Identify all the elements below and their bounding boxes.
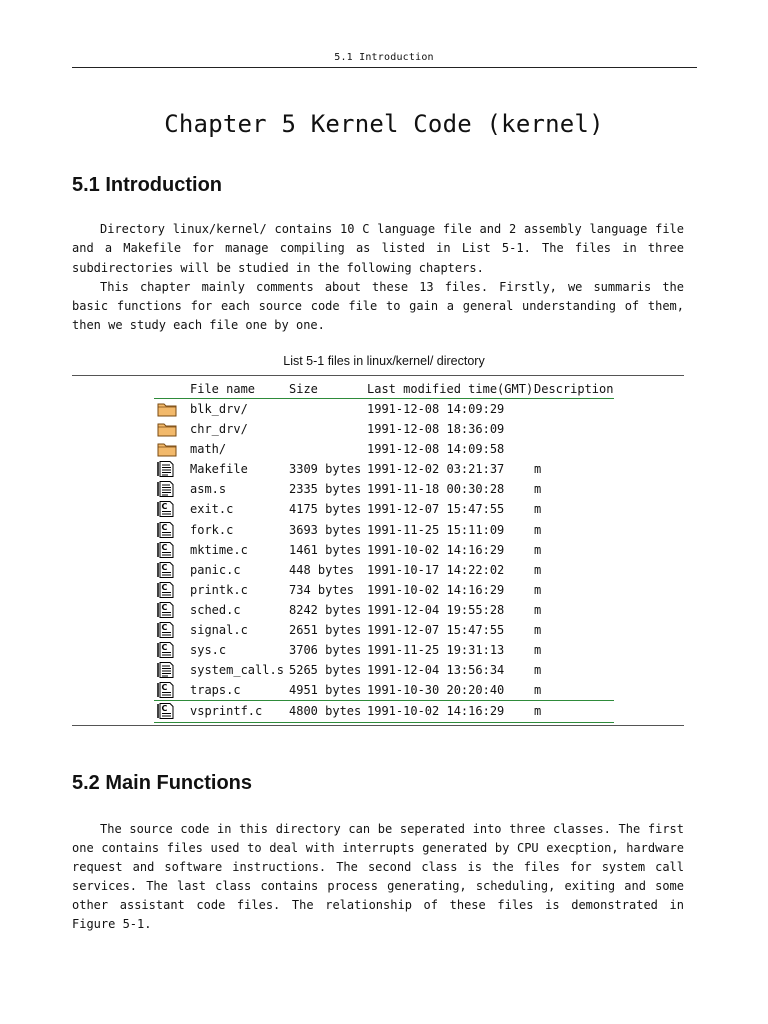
file-description: m — [534, 562, 542, 577]
file-modified-time: 1991-10-02 14:16:29 — [367, 582, 505, 597]
file-size: 4175 bytes — [289, 502, 362, 517]
table-row — [154, 479, 614, 499]
file-name: asm.s — [190, 482, 227, 497]
table-row — [154, 439, 614, 459]
file-name: signal.c — [190, 623, 248, 638]
table-row — [154, 700, 614, 722]
file-description: m — [534, 502, 542, 517]
table-row — [154, 399, 614, 419]
paragraph: The source code in this directory can be seperated into three classes. The first one contains files used to deal with interrupts generated by CPU execption, hardware request and software instructions. The second class is the files for system call services. The last class contains process generating, scheduling, exiting and some other assistant code files. The relationship of these files is demonstrated in Figure 5-1. — [72, 822, 684, 931]
file-name: mktime.c — [190, 542, 248, 557]
table-row — [154, 660, 614, 680]
file-name: traps.c — [190, 683, 241, 698]
paragraph: Directory linux/kernel/ contains 10 C language file and 2 assembly language file and a Makefile for manage compiling as listed in List 5-1. The files in three subdirectories will be studied in the following chapters. — [72, 222, 684, 275]
file-name: blk_drv/ — [190, 402, 248, 416]
svg-text:C: C — [161, 522, 168, 532]
c-file-icon — [157, 642, 177, 658]
file-name: exit.c — [190, 502, 234, 517]
column-header-name: File name — [190, 382, 256, 396]
table-row — [154, 540, 614, 560]
svg-text:C: C — [161, 582, 168, 592]
table-row — [154, 499, 614, 519]
file-size: 4951 bytes — [289, 683, 362, 698]
table-row — [154, 560, 614, 580]
file-name: printk.c — [190, 582, 248, 597]
table-row — [154, 680, 614, 700]
table-row — [154, 459, 614, 479]
svg-text:C: C — [161, 704, 168, 714]
file-modified-time: 1991-12-04 19:55:28 — [367, 602, 505, 617]
file-size: 2651 bytes — [289, 623, 362, 638]
folder-icon — [157, 401, 177, 417]
file-name: system_call.s — [190, 663, 284, 678]
table-row — [154, 520, 614, 540]
c-file-icon — [157, 501, 177, 517]
main-functions-body — [72, 820, 684, 934]
c-file-icon — [157, 542, 177, 558]
file-description: m — [534, 683, 542, 698]
table-row — [154, 419, 614, 439]
running-header: 5.1 Introduction — [334, 52, 434, 63]
column-header-time: Last modified time(GMT) — [367, 382, 534, 396]
column-header-size: Size — [289, 382, 318, 396]
paragraph: This chapter mainly comments about these 13 files. Firstly, we summaris the basic functions for each source code file to gain a general understanding of them, then we study each file one by one. — [72, 279, 684, 333]
file-modified-time: 1991-12-08 18:36:09 — [367, 422, 505, 437]
file-name: Makefile — [190, 462, 248, 477]
text-file-icon — [157, 461, 177, 477]
file-modified-time: 1991-12-07 15:47:55 — [367, 502, 505, 517]
svg-text:C: C — [161, 502, 168, 512]
file-modified-time: 1991-10-02 14:16:29 — [367, 542, 505, 557]
text-file-icon — [157, 662, 177, 678]
file-description: m — [534, 602, 542, 617]
file-modified-time: 1991-12-08 14:09:58 — [367, 442, 505, 457]
file-size: 4800 bytes — [289, 704, 362, 719]
file-name: sched.c — [190, 602, 241, 617]
file-description: m — [534, 462, 542, 477]
file-size: 734 bytes — [289, 582, 355, 597]
file-description: m — [534, 623, 542, 638]
file-size: 3309 bytes — [289, 462, 362, 477]
file-description: m — [534, 704, 542, 719]
file-name: math/ — [190, 442, 227, 457]
file-modified-time: 1991-10-17 14:22:02 — [367, 562, 505, 577]
svg-text:C: C — [161, 683, 168, 693]
folder-icon — [157, 421, 177, 437]
file-size: 1461 bytes — [289, 542, 362, 557]
file-size: 3706 bytes — [289, 643, 362, 658]
folder-icon — [157, 441, 177, 457]
file-name: fork.c — [190, 522, 234, 537]
c-file-icon — [157, 622, 177, 638]
file-size: 3693 bytes — [289, 522, 362, 537]
table-row — [154, 600, 614, 620]
svg-text:C: C — [161, 602, 168, 612]
list-caption: List 5-1 files in linux/kernel/ directory — [283, 354, 485, 368]
file-modified-time: 1991-10-30 20:20:40 — [367, 683, 505, 698]
introduction-body — [72, 220, 684, 336]
c-file-icon — [157, 682, 177, 698]
svg-text:C: C — [161, 643, 168, 653]
file-size: 5265 bytes — [289, 663, 362, 678]
section-heading-introduction: 5.1 Introduction — [72, 174, 222, 196]
section-heading-main-functions: 5.2 Main Functions — [72, 772, 253, 794]
file-description: m — [534, 643, 542, 658]
file-listing — [154, 380, 614, 723]
chapter-title: Chapter 5 Kernel Code (kernel) — [164, 110, 604, 138]
c-file-icon — [157, 602, 177, 618]
header-rule — [72, 67, 697, 68]
c-file-icon — [157, 562, 177, 578]
table-bottom-rule — [72, 725, 684, 726]
file-name: chr_drv/ — [190, 422, 248, 437]
c-file-icon — [157, 582, 177, 598]
file-modified-time: 1991-12-02 03:21:37 — [367, 462, 505, 477]
table-row — [154, 620, 614, 640]
table-row — [154, 580, 614, 600]
listing-header-row — [154, 380, 614, 399]
c-file-icon — [157, 522, 177, 538]
file-modified-time: 1991-11-18 00:30:28 — [367, 482, 505, 497]
table-top-rule — [72, 375, 684, 376]
file-description: m — [534, 522, 542, 537]
column-header-description: Description — [534, 382, 614, 396]
file-name: panic.c — [190, 562, 241, 577]
svg-text:C: C — [161, 562, 168, 572]
file-description: m — [534, 482, 542, 497]
file-size: 448 bytes — [289, 562, 355, 577]
file-name: sys.c — [190, 643, 227, 658]
file-size: 8242 bytes — [289, 602, 362, 617]
table-row — [154, 640, 614, 660]
file-modified-time: 1991-12-08 14:09:29 — [367, 402, 505, 416]
file-modified-time: 1991-10-02 14:16:29 — [367, 704, 505, 719]
file-description: m — [534, 663, 542, 678]
file-modified-time: 1991-12-04 13:56:34 — [367, 663, 505, 678]
file-name: vsprintf.c — [190, 704, 263, 719]
svg-text:C: C — [161, 542, 168, 552]
file-description: m — [534, 542, 542, 557]
file-size: 2335 bytes — [289, 482, 362, 497]
file-modified-time: 1991-11-25 19:31:13 — [367, 643, 505, 658]
file-modified-time: 1991-11-25 15:11:09 — [367, 522, 505, 537]
svg-text:C: C — [161, 623, 168, 633]
file-description: m — [534, 582, 542, 597]
file-modified-time: 1991-12-07 15:47:55 — [367, 623, 505, 638]
text-file-icon — [157, 481, 177, 497]
c-file-icon — [157, 703, 177, 719]
